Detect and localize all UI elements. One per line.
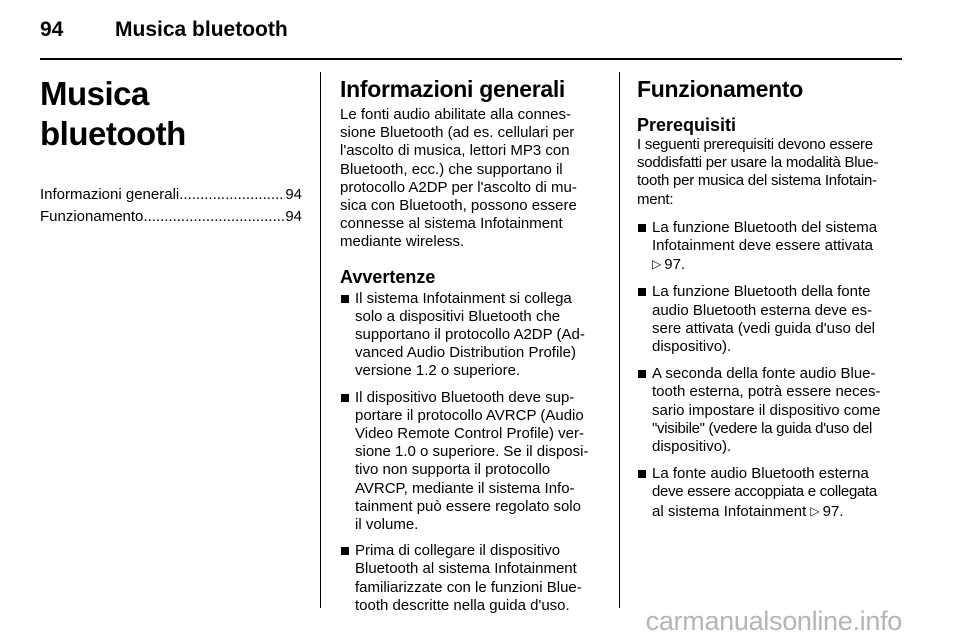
text-line: sione 1.0 o superiore. Se il disposi-: [355, 443, 589, 461]
intro-paragraph: [340, 106, 602, 252]
text-line: sione Bluetooth (ad es. cellulari per: [340, 124, 575, 142]
column-operation: [637, 70, 903, 530]
column-divider: [619, 72, 620, 608]
page-reference[interactable]: [652, 255, 903, 274]
text-line: Bluetooth, ecc.) che supportano il: [340, 160, 563, 178]
toc-leader: [179, 184, 285, 206]
text-line: Le fonti audio abilitate alla connes-: [340, 106, 571, 123]
list-item: [637, 465, 903, 521]
column-divider: [320, 72, 321, 608]
bullet-square-icon: [638, 470, 646, 478]
text-line: il volume.: [355, 516, 419, 534]
text-line: La funzione Bluetooth della fonte: [652, 283, 871, 301]
subheading: Avvertenze: [340, 266, 436, 287]
text-line: portare il protocollo AVRCP (Audio: [355, 406, 584, 424]
text-line: protocollo A2DP per l'ascolto di mu-: [340, 178, 577, 196]
text-line: vanced Audio Distribution Profile): [355, 344, 576, 362]
section-heading: Funzionamento: [637, 76, 804, 102]
reference-page: 97.: [822, 502, 844, 520]
toc-label: Informazioni generali: [40, 186, 180, 203]
text-line: Prima di collegare il dispositivo: [355, 542, 561, 560]
column-toc: [40, 70, 302, 228]
list-item: [637, 365, 903, 456]
text-line: tainment può essere regolato solo: [355, 497, 581, 515]
list-item: [340, 389, 602, 535]
text-line: "visibile" (vedere la guida d'uso del: [652, 419, 873, 437]
toc-label: Funzionamento: [40, 208, 144, 225]
section-heading: Informazioni generali: [340, 76, 566, 102]
bullet-square-icon: [341, 394, 349, 402]
toc-entry[interactable]: [40, 184, 302, 206]
text-line: Video Remote Control Profile) ver-: [355, 425, 584, 443]
text-line: mediante wireless.: [340, 233, 465, 251]
bullet-square-icon: [638, 224, 646, 232]
warnings-list: [340, 290, 602, 615]
bullet-square-icon: [341, 295, 349, 303]
chapter-title: Musica bluetooth: [40, 75, 186, 152]
list-item: [340, 290, 602, 381]
text-line: AVRCP, mediante il sistema Info-: [355, 479, 575, 497]
bullet-square-icon: [638, 370, 646, 378]
table-of-contents: [40, 184, 302, 228]
watermark: carmanualsonline.info: [645, 606, 902, 636]
text-line: Il dispositivo Bluetooth deve sup-: [355, 388, 575, 406]
text-line: solo a dispositivi Bluetooth che: [355, 307, 561, 325]
page-reference-icon: ▷: [810, 503, 820, 518]
text-line: A seconda della fonte audio Blue-: [652, 365, 876, 383]
text-line: dispositivo).: [652, 338, 732, 356]
text-line: I seguenti prerequisiti devono essere: [637, 136, 873, 153]
text-line: dispositivo).: [652, 438, 732, 456]
toc-leader: [143, 206, 285, 228]
text-line: Bluetooth al sistema Infotainment: [355, 560, 577, 578]
bullet-square-icon: [341, 547, 349, 555]
toc-page: 94: [285, 186, 302, 203]
text-line: tooth descritte nella guida d'uso.: [355, 596, 570, 614]
text-line: La funzione Bluetooth del sistema: [652, 218, 878, 236]
text-line: Il sistema Infotainment si collega: [355, 289, 572, 307]
reference-page: 97.: [664, 256, 686, 274]
text-line: supportano il protocollo A2DP (Ad-: [355, 326, 585, 344]
header-title: Musica bluetooth: [115, 18, 288, 41]
text-line: connesse al sistema Infotainment: [340, 215, 563, 233]
list-item: [340, 542, 602, 615]
text-line: Infotainment deve essere attivata: [652, 237, 873, 255]
toc-page: 94: [285, 208, 302, 225]
list-item: [637, 283, 903, 356]
bullet-square-icon: [638, 288, 646, 296]
text-line: audio Bluetooth esterna deve es-: [652, 301, 873, 319]
text-line: familiarizzate con le funzioni Blue-: [355, 578, 582, 596]
subheading: Prerequisiti: [637, 115, 737, 135]
text-line: sere attivata (vedi guida d'uso del: [652, 319, 876, 337]
header-rule: [40, 58, 902, 60]
text-line: ment:: [637, 190, 674, 208]
text-line: La fonte audio Bluetooth esterna: [652, 465, 869, 483]
page-reference-icon: ▷: [652, 257, 662, 272]
page-number: 94: [40, 18, 64, 41]
text-line: l'ascolto di musica, lettori MP3 con: [340, 142, 570, 160]
text-fragment: al sistema Infotainment: [652, 502, 807, 520]
text-line: soddisfatti per usare la modalità Blue-: [637, 154, 879, 172]
intro-paragraph: [637, 136, 903, 209]
text-line: tooth per musica del sistema Infotain-: [637, 172, 877, 190]
toc-entry[interactable]: [40, 206, 302, 228]
text-line: [652, 502, 903, 521]
list-item: [637, 219, 903, 275]
text-line: tivo non supporta il protocollo: [355, 461, 551, 479]
column-general-info: [340, 70, 602, 623]
text-line: versione 1.2 o superiore.: [355, 362, 521, 380]
text-line: sica con Bluetooth, possono essere: [340, 197, 577, 215]
text-line: tooth esterna, potrà essere neces-: [652, 383, 881, 401]
prerequisites-list: [637, 219, 903, 521]
text-line: sario impostare il dispositivo come: [652, 401, 881, 419]
text-line: deve essere accoppiata e collegata: [652, 483, 877, 501]
page-reference[interactable]: [810, 503, 843, 520]
